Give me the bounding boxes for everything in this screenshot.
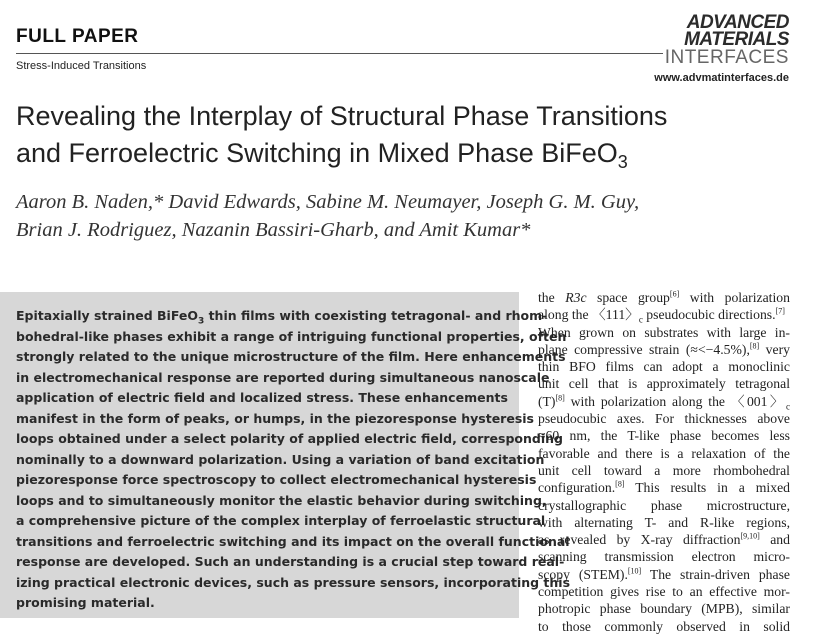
body-text-run: competition gives rise to an effective mor- bbox=[538, 584, 790, 600]
body-line bbox=[538, 306, 790, 326]
body-line bbox=[538, 514, 790, 531]
logo-line-advanced: ADVANCED bbox=[686, 12, 789, 33]
abstract-line bbox=[16, 532, 570, 553]
abstract-text-run: thin films with coexisting tetragonal- and rhom- bbox=[204, 308, 548, 323]
journal-url[interactable]: www.advmatinterfaces.de bbox=[654, 72, 789, 84]
body-text-run: with polarization bbox=[679, 290, 790, 305]
body-line bbox=[538, 375, 790, 392]
body-line bbox=[538, 566, 790, 583]
abstract-text-run: promising material. bbox=[16, 595, 155, 610]
citation-reference[interactable]: [8] bbox=[555, 393, 565, 403]
body-line bbox=[538, 358, 790, 375]
abstract-line bbox=[16, 347, 566, 368]
body-text-run: and bbox=[759, 532, 790, 548]
text-subscript: c bbox=[638, 315, 643, 326]
body-line bbox=[538, 600, 790, 617]
body-text-run: pseudocubic directions. bbox=[642, 307, 776, 323]
section-label: FULL PAPER bbox=[16, 26, 139, 47]
abstract-text-run: response are developed. Such an understanding is a crucial step toward real- bbox=[16, 554, 565, 569]
body-text-run: photropic phase boundary (MPB), similar bbox=[538, 601, 790, 617]
body-text-run: favorable and there is a relaxation of the bbox=[538, 445, 790, 461]
body-line bbox=[538, 445, 790, 462]
abstract-text-run: bohedral-like phases exhibit a range of intriguing functional properties, often bbox=[16, 328, 567, 344]
logo-line-interfaces: INTERFACES bbox=[664, 47, 789, 68]
abstract-text-run: manifest in the form of peaks, or humps, in the piezoresponse hysteresis bbox=[16, 410, 534, 426]
body-line bbox=[538, 393, 790, 410]
abstract-text-run: application of electric field and localized stress. These enhancements bbox=[16, 390, 508, 405]
abstract-line bbox=[16, 450, 545, 471]
abstract-text-run: loops obtained under a select polarity of applied electric field, corresponding bbox=[16, 431, 563, 446]
abstract-line bbox=[16, 409, 534, 430]
abstract-line bbox=[16, 327, 567, 348]
citation-reference[interactable]: [8] bbox=[749, 341, 760, 351]
abstract-text-run: strongly related to the unique microstructure of the film. Here enhancements bbox=[16, 349, 566, 364]
author-list bbox=[16, 188, 796, 244]
body-line bbox=[538, 410, 790, 427]
body-text-run: ≈60 nm, the T-like phase becomes less bbox=[538, 428, 790, 444]
body-text-run: along the 〈111〉 bbox=[538, 307, 639, 323]
abstract-line bbox=[16, 368, 550, 389]
body-text-run: thin BFO films can adopt a monoclinic bbox=[538, 359, 790, 375]
body-text-run: space group bbox=[586, 290, 670, 305]
body-text-run: When grown on substrates with large in- bbox=[538, 324, 790, 340]
abstract-text-run: in electromechanical response are reported during simultaneous nanoscale bbox=[16, 369, 550, 385]
body-text-run: unit cell toward a more rhombohedral bbox=[538, 462, 790, 478]
article-title bbox=[16, 98, 776, 172]
title-line-2: and Ferroelectric Switching in Mixed Phase BiFeO bbox=[16, 138, 618, 168]
abstract-line bbox=[16, 511, 546, 532]
italic-term: R3c bbox=[565, 290, 587, 305]
body-text-run: to those commonly observed in solid bbox=[538, 618, 790, 634]
citation-reference[interactable]: [9,10] bbox=[740, 531, 760, 541]
body-line bbox=[538, 497, 790, 514]
body-text-run: with alternating T- and R-like regions, bbox=[538, 514, 790, 530]
citation-reference[interactable]: [7] bbox=[775, 306, 785, 316]
authors-line-1: Aaron B. Naden,* David Edwards, Sabine M. Neumayer, Joseph G. M. Guy, bbox=[16, 191, 640, 213]
abstract-text-run: izing practical electronic devices, such as pressure sensors, incorporating this bbox=[16, 574, 571, 590]
formula-subscript: 3 bbox=[197, 316, 205, 327]
journal-logo bbox=[665, 14, 789, 67]
abstract-line bbox=[16, 388, 506, 409]
abstract-line bbox=[16, 573, 571, 594]
body-line bbox=[538, 548, 790, 565]
body-text-run: unit cell that is approximately tetragonal bbox=[538, 376, 790, 392]
body-text-run: as revealed by X-ray diffraction bbox=[538, 532, 741, 548]
title-subscript: 3 bbox=[617, 152, 628, 172]
abstract-line bbox=[16, 552, 565, 573]
abstract-text-run: Epitaxially strained BiFeO bbox=[16, 308, 198, 323]
body-line bbox=[538, 427, 790, 444]
body-line bbox=[538, 531, 790, 548]
body-text-run: plane compressive strain (≈<−4.5%), bbox=[538, 341, 750, 357]
abstract-text bbox=[16, 306, 571, 614]
body-line bbox=[538, 462, 790, 479]
title-line-1: Revealing the Interplay of Structural Phase Transitions bbox=[16, 101, 668, 131]
citation-reference[interactable]: [8] bbox=[615, 479, 625, 489]
body-text-run: The strain-driven phase bbox=[641, 566, 790, 582]
subsection-label: Stress-Induced Transitions bbox=[16, 60, 147, 72]
abstract-text-run: piezoresponse force spectroscopy to collect electromechanical hysteresis bbox=[16, 472, 537, 487]
body-line bbox=[538, 618, 790, 635]
abstract-text-run: loops and to simultaneously monitor the elastic behavior during switching, bbox=[16, 492, 547, 508]
body-text-run: scopy (STEM). bbox=[538, 566, 628, 582]
body-line bbox=[538, 479, 790, 496]
abstract-line bbox=[16, 429, 563, 450]
citation-reference[interactable]: [10] bbox=[627, 566, 642, 576]
authors-line-2: Brian J. Rodriguez, Nazanin Bassiri-Gharb, and Amit Kumar* bbox=[16, 219, 531, 241]
body-line bbox=[538, 324, 790, 341]
body-text-run: This results in a mixed bbox=[624, 480, 790, 496]
body-text-run: the bbox=[538, 290, 566, 305]
text-subscript: c bbox=[786, 401, 790, 412]
abstract-text-run: transitions and ferroelectric switching and its impact on the overall functional bbox=[16, 533, 570, 549]
abstract-text-run: a comprehensive picture of the complex interplay of ferroelastic structural bbox=[16, 513, 546, 528]
body-text-column bbox=[538, 289, 790, 635]
body-text-run: with polarization along the 〈001〉 bbox=[564, 393, 786, 409]
body-line bbox=[538, 289, 790, 306]
section-header bbox=[16, 26, 139, 48]
body-text-run: crystallographic phase microstructure, bbox=[538, 497, 790, 513]
abstract-line bbox=[16, 491, 547, 512]
header-rule bbox=[16, 53, 663, 54]
abstract-line bbox=[16, 470, 537, 491]
abstract-text-run: nominally to a downward polarization. Using a variation of band excitation bbox=[16, 451, 545, 467]
body-line bbox=[538, 583, 790, 600]
citation-reference[interactable]: [6] bbox=[669, 289, 680, 299]
body-text-run: pseudocubic axes. For thicknesses above bbox=[538, 411, 790, 427]
body-text-run: configuration. bbox=[538, 480, 616, 496]
body-text-run: scanning transmission electron micro- bbox=[538, 549, 790, 565]
abstract-line bbox=[16, 306, 548, 327]
logo-line-materials: MATERIALS bbox=[684, 29, 789, 50]
abstract-line bbox=[16, 593, 506, 614]
body-line bbox=[538, 341, 790, 358]
body-text-run: very bbox=[759, 341, 790, 357]
body-text-run: (T) bbox=[538, 393, 556, 409]
